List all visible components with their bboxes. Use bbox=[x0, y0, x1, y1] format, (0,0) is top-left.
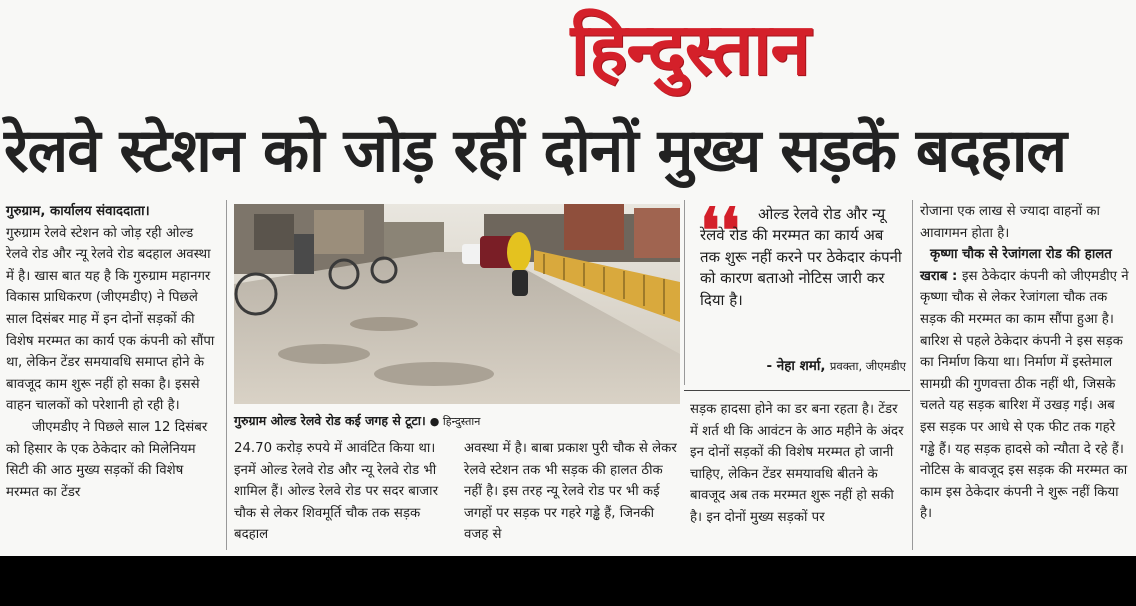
photo-caption bbox=[234, 410, 680, 432]
column-divider bbox=[684, 200, 685, 385]
paragraph: जीएमडीए ने पिछले साल 12 दिसंबर को हिसार के एक ठेकेदार को मिलेनियम सिटी की आठ मुख्य सड़कों की विशेष मरम्मत का टेंडर bbox=[6, 419, 208, 500]
article-headline: रेलवे स्टेशन को जोड़ रहीं दोनों मुख्य सड़कें बदहाल bbox=[4, 116, 1067, 186]
masthead-logo: हिन्दुस्तान bbox=[570, 7, 810, 91]
quote-author-role: प्रवक्ता, जीएमडीए bbox=[829, 359, 906, 373]
photo-credit: ● हिन्दुस्तान bbox=[429, 415, 481, 428]
quote-mark-icon: ❛❛ bbox=[700, 194, 740, 267]
paragraph: 24.70 करोड़ रुपये में आवंटित किया था। इनमें ओल्ड रेलवे रोड और न्यू रेलवे रोड भी शामिल हैं। ओल्ड रेलवे रोड पर सदर बाजार चौक से लेकर शिवमूर्ति चौक तक सड़क बदहाल bbox=[234, 441, 439, 543]
paragraph-text: इस ठेकेदार कंपनी को जीएमडीए ने कृष्णा चौक से लेकर रेजांगला चौक तक सड़क की मरम्मत का काम सौंपा हुआ है। बारिश से पहले ठेकेदार कंपनी ने इस सड़क का निर्माण किया था। निर्माण में इस्तेमाल सामग्री की गुणवत्ता ठीक नहीं थी, जिसके चलते यह सड़क बारिश में उखड़ गई। अब इस सड़क पर आधे से एक फीट तक गहरे गड्ढे हैं। यह सड़क हादसे को न्यौता दे रहे हैं। नोटिस के बावजूद इस सड़क की मरम्मत का काम इस ठेकेदार कंपनी ने शुरू नहीं किया है। bbox=[920, 268, 1129, 522]
paragraph: अवस्था में है। बाबा प्रकाश पुरी चौक से लेकर रेलवे स्टेशन तक भी सड़क की हालत ठीक नहीं है। इस तरह न्यू रेलवे रोड पर भी कई जगहों पर सड़क पर गहरे गड्ढे हैं, जिनकी वजह से bbox=[464, 441, 677, 543]
article-column-4 bbox=[690, 399, 908, 529]
pull-quote bbox=[700, 194, 906, 388]
column-divider bbox=[912, 200, 913, 550]
street-photo bbox=[234, 204, 680, 404]
paragraph: रोजाना एक लाख से ज्यादा वाहनों का आवागमन होता है। bbox=[920, 204, 1100, 241]
quote-author: - नेहा शर्मा, bbox=[766, 358, 826, 374]
article-column-3 bbox=[464, 438, 678, 546]
quote-attribution bbox=[766, 356, 906, 374]
article-column-2 bbox=[234, 438, 456, 546]
paragraph: सड़क हादसा होने का डर बना रहता है। टेंडर में शर्त थी कि आवंटन के आठ महीने के अंदर इन दोनों सड़कों की विशेष मरम्मत हो जानी चाहिए, लेकिन टेंडर समयावधि बीतने के बावजूद अब तक मरम्मत शुरू नहीं हो सकी है। इन दोनों मुख्य सड़कों पर bbox=[690, 402, 904, 525]
paragraph bbox=[920, 244, 1130, 525]
column-divider bbox=[226, 200, 227, 550]
road-scene-image bbox=[234, 204, 680, 404]
quote-text: ओल्ड रेलवे रोड और न्यू रेलवे रोड की मरम्मत का कार्य अब तक शुरू नहीं करने पर ठेकेदार कंपनी को कारण बताओ नोटिस जारी कर दिया है। bbox=[700, 205, 902, 309]
paragraph: गुरुग्राम रेलवे स्टेशन को जोड़ रही ओल्ड रेलवे रोड और न्यू रेलवे रोड बदहाल अवस्था में है। खास बात यह है कि गुरुग्राम महानगर विकास प्राधिकरण (जीएमडीए) ने पिछले साल दिसंबर माह में इन दोनों सड़कों की विशेष मरम्मत का कार्य एक कंपनी को सौंपा था, लेकिन टेंडर समयावधि समाप्त होने के बावजूद काम शुरू नहीं हो सका है। इससे वाहन चालकों को परेशानी हो रही है। bbox=[6, 225, 215, 414]
quote-divider bbox=[684, 390, 910, 391]
dateline: गुरुग्राम, कार्यालय संवाददाता। bbox=[6, 204, 150, 219]
subheading: कृष्णा चौक से रेजांगला रोड की हालत खराब : bbox=[920, 247, 1112, 284]
article-column-5 bbox=[920, 201, 1130, 525]
caption-text: गुरुग्राम ओल्ड रेलवे रोड कई जगह से टूटा। bbox=[234, 413, 426, 428]
article-column-1 bbox=[6, 201, 216, 503]
